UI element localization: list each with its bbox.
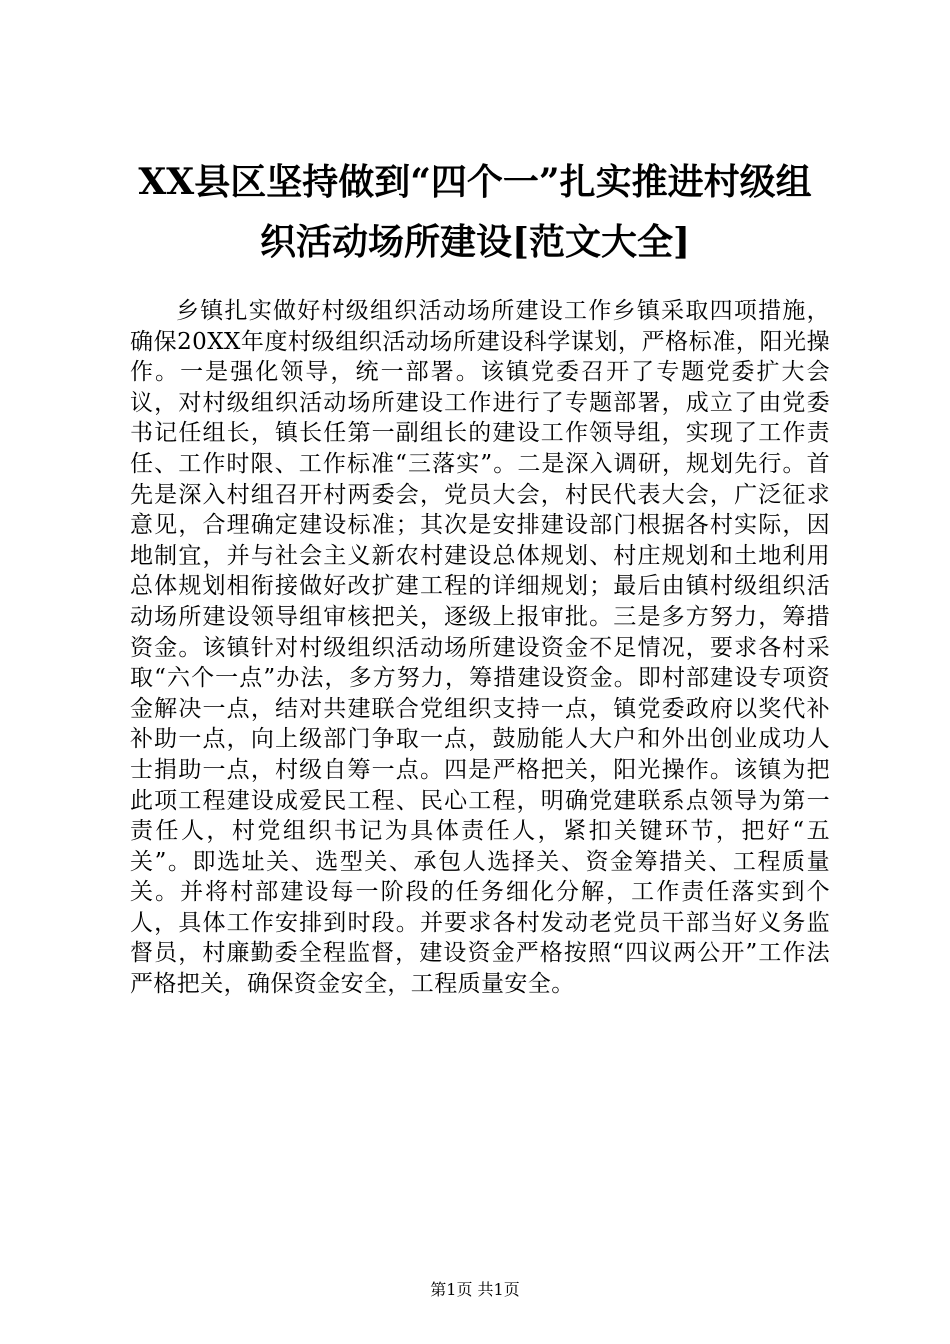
document-title-line-2: 织活动场所建设[范文大全]: [259, 221, 691, 263]
document-body-paragraph: 乡镇扎实做好村级组织活动场所建设工作乡镇采取四项措施，确保20XX年度村级组织活动场所建设科学谋划，严格标准，阳光操作。一是强化领导，统一部署。该镇党委召开了专题党委扩大会议，对村级组织活动场所建设工作进行了专题部署，成立了由党委书记任组长，镇长任第一副组长的建设工作领导组，实现了工作责任、工作时限、工作标准“三落实”。二是深入调研，规划先行。首先是深入村组召开村两委会，党员大会，村民代表大会，广泛征求意见，合理确定建设标准；其次是安排建设部门根据各村实际，因地制宜，并与社会主义新农村建设总体规划、村庄规划和土地利用总体规划相衔接做好改扩建工程的详细规划；最后由镇村级组织活动场所建设领导组审核把关，逐级上报审批。三是多方努力，筹措资金。该镇针对村级组织活动场所建设资金不足情况，要求各村采取“六个一点”办法，多方努力，筹措建设资金。即村部建设专项资金解决一点，结对共建联合党组织支持一点，镇党委政府以奖代补补助一点，向上级部门争取一点，鼓励能人大户和外出创业成功人士捐助一点，村级自筹一点。四是严格把关，阳光操作。该镇为把此项工程建设成爱民工程、民心工程，明确党建联系点领导为第一责任人，村党组织书记为具体责任人，紧扣关键环节，把好“五关”。即选址关、选型关、承包人选择关、资金筹措关、工程质量关。并将村部建设每一阶段的任务细化分解，工作责任落实到个人，具体工作安排到时段。并要求各村发动老党员干部当好义务监督员，村廉勤委全程监督，建设资金严格按照“四议两公开”工作法严格把关，确保资金安全，工程质量安全。: [130, 298, 830, 998]
document-title-line-1: XX县区坚持做到“四个一”扎实推进村级组: [138, 161, 812, 203]
page-footer: 第1页 共1页: [430, 1280, 520, 1299]
